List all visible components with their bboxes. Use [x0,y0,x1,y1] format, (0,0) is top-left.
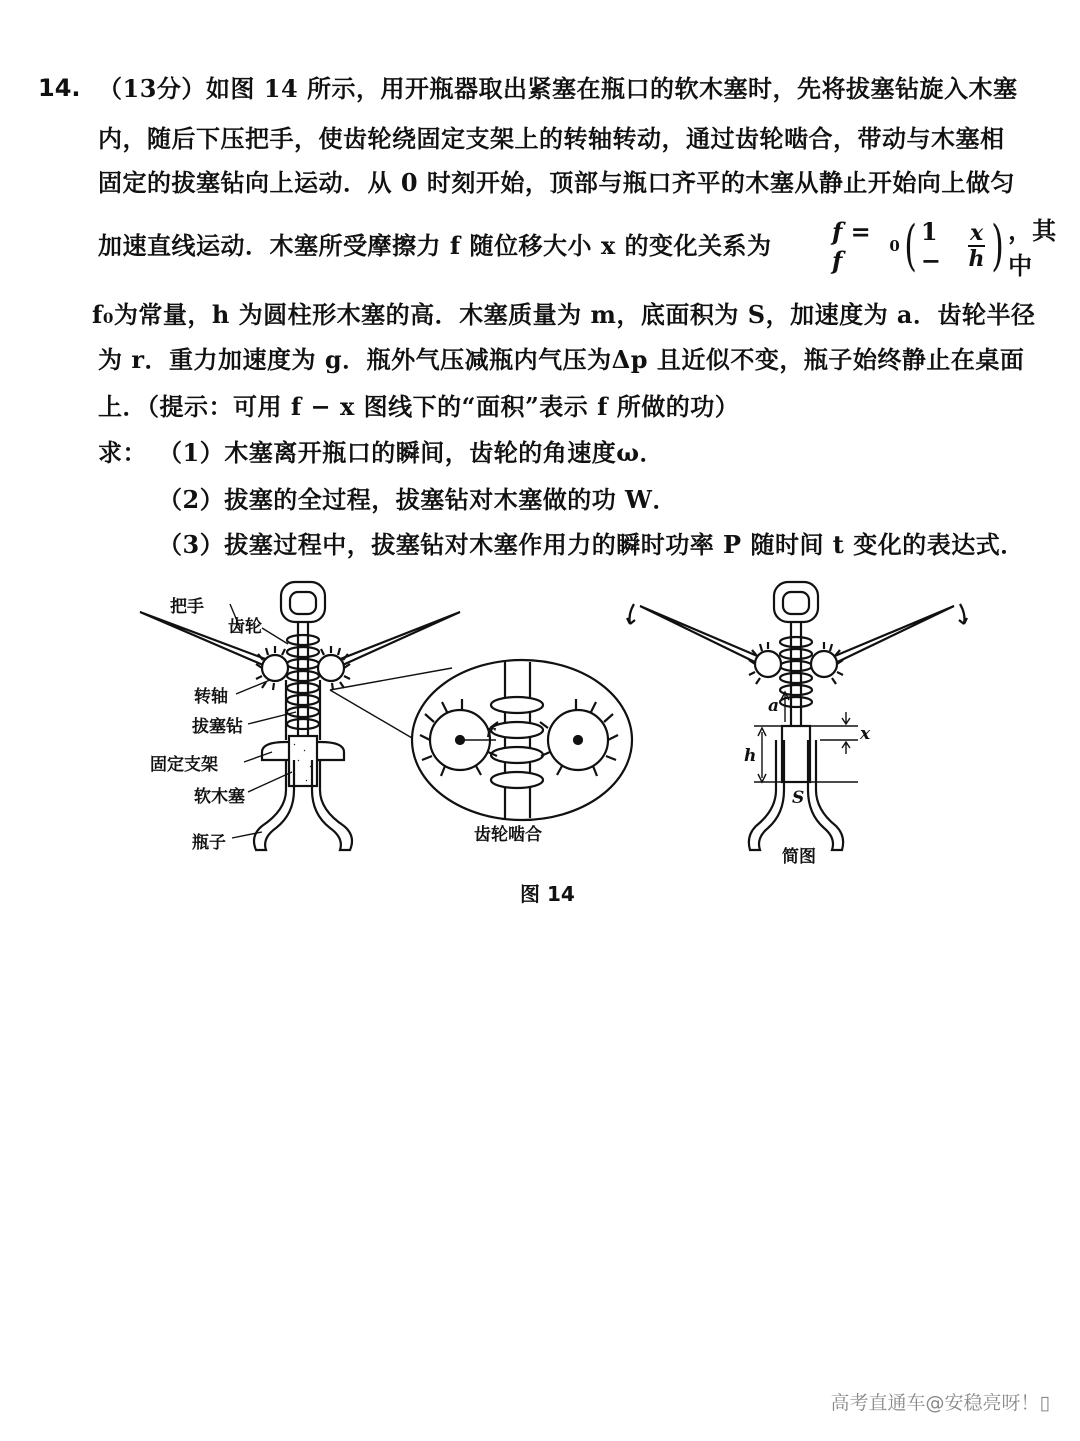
label-S: S [792,788,805,808]
question-line-2: 内，随后下压把手，使齿轮绕固定支架上的转轴转动，通过齿轮啮合，带动与木塞相 [98,124,1005,153]
simple-diagram [627,582,967,850]
label-axle: 转轴 [194,687,228,707]
x-dimension [842,712,850,754]
sub-question-3: （3）拔塞过程中，拔塞钻对木塞作用力的瞬时功率 P 随时间 t 变化的表达式． [158,530,1025,559]
formula-denominator: h [968,246,985,272]
question-line-7: 上．（提示：可用 f − x 图线下的“面积”表示 f 所做的功） [98,392,740,421]
top-ring-hole [290,592,316,614]
watermark: 高考直通车@安稳亮呀！▯ [830,1392,1050,1414]
label-gear: 齿轮 [228,617,262,637]
friction-formula: f = f 0 ( 1 − $\frac{x}{h}$ ) ，其中 [832,214,1080,278]
ask-label: 求： [98,438,147,467]
sub-question-2: （2）拔塞的全过程，拔塞钻对木塞做的功 W． [158,485,678,514]
label-r: r [486,722,495,742]
label-a: a [768,696,780,716]
bracket-sides [286,680,320,740]
label-handle: 把手 [170,597,204,617]
label-mesh-caption: 齿轮啮合 [474,825,542,845]
left-rotation-arrow [627,604,635,624]
h-dimension [758,728,766,782]
label-bracket: 固定支架 [150,755,218,775]
top-ring [281,582,325,622]
label-cork: 软木塞 [194,787,245,807]
formula-subscript: 0 [889,237,900,255]
right-gear [318,655,344,681]
formula-lhs: f = f [832,217,871,275]
question-line-4: 加速直线运动．木塞所受摩擦力 f 随位移大小 x 的变化关系为 [98,231,772,260]
question-line-6: 为 r．重力加速度为 g．瓶外气压减瓶内气压为Δp 且近似不变，瓶子始终静止在桌面 [98,345,1025,374]
gear-mesh-zoom [412,660,632,820]
formula-one: 1 − [920,217,941,275]
right-rotation-arrow [959,604,967,624]
label-simple-caption: 简图 [782,847,816,867]
question-number: 14. [38,74,81,102]
right-handle [336,612,460,668]
label-screw: 拔塞钻 [192,717,243,737]
left-corkscrew [140,582,460,850]
question-line-1: （13分）如图 14 所示，用开瓶器取出紧塞在瓶口的软木塞时，先将拔塞钻旋入木塞 [98,74,1018,103]
label-bottle: 瓶子 [192,833,226,853]
sub-question-1: （1）木塞离开瓶口的瞬间，齿轮的角速度ω． [158,438,665,467]
formula-tail: ，其中 [1008,216,1057,280]
screw-coils [287,635,319,729]
left-gear [262,655,288,681]
question-line-5: f₀为常量，h 为圆柱形木塞的高．木塞质量为 m，底面积为 S，加速度为 a．齿轮半径 [92,300,1036,329]
formula-numerator: x [969,220,984,246]
question-line-3: 固定的拔塞钻向上运动．从 0 时刻开始，顶部与瓶口齐平的木塞从静止开始向上做匀 [98,168,1015,197]
figure-caption: 图 14 [520,882,575,906]
simple-cork [782,726,810,782]
label-h: h [744,746,757,766]
label-x: x [860,724,871,744]
